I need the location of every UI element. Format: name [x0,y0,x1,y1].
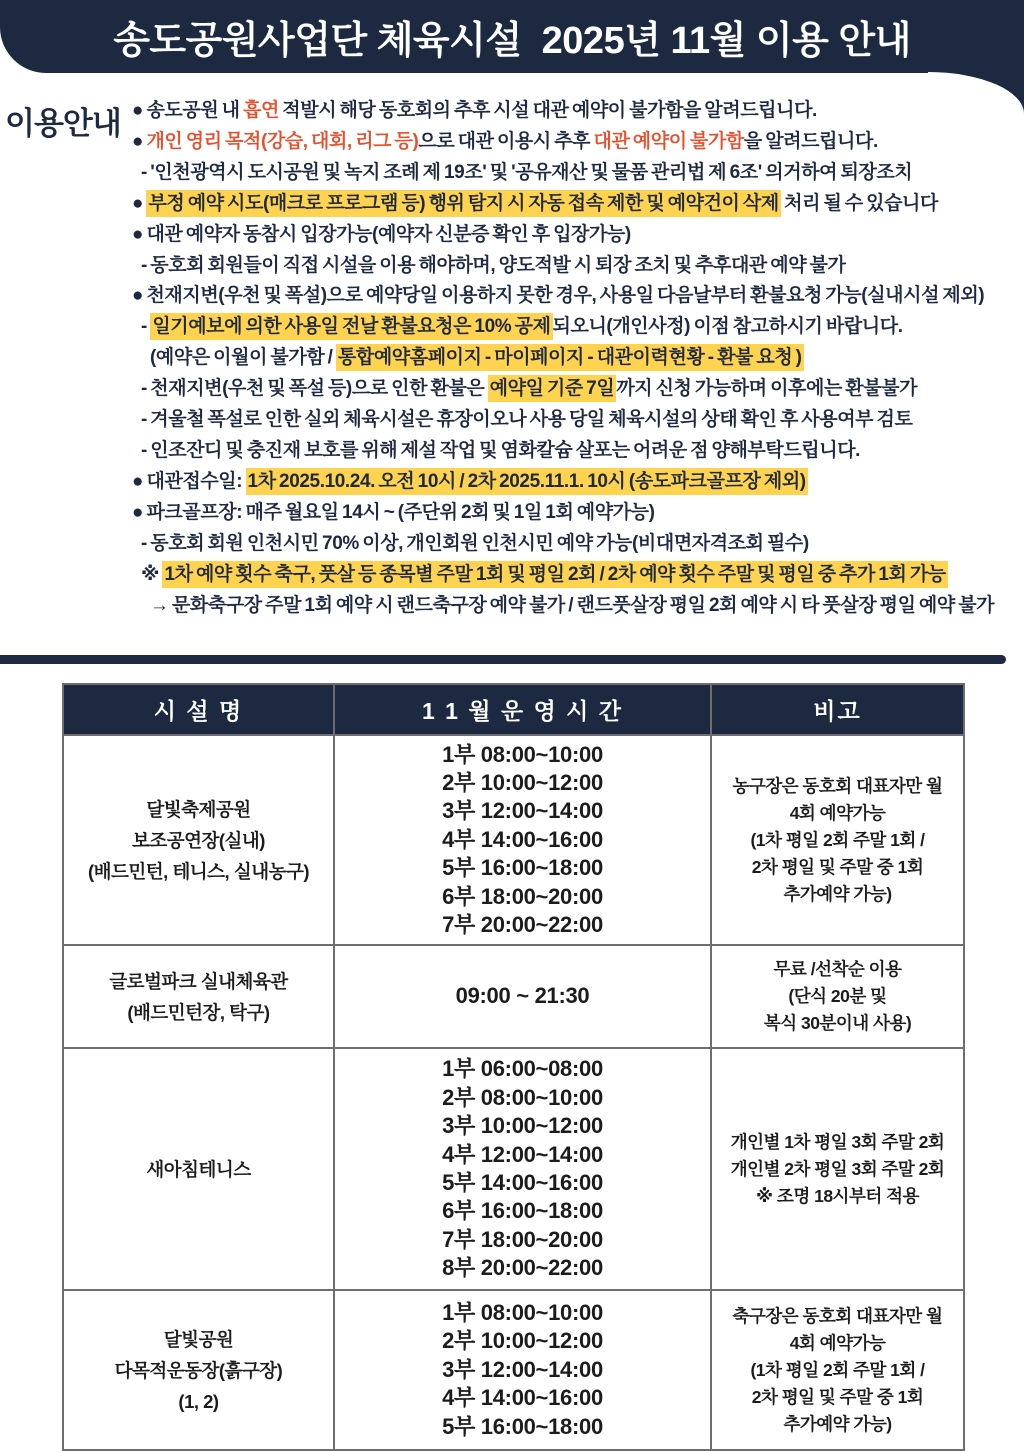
guideline-text: - '인천광역시 도시공원 및 녹지 조례 제 19조' 및 '공유재산 및 물품 관리법 제 6조' 의거하여 퇴장조치 [141,161,913,183]
hours-line: 3부 12:00~14:00 [442,798,603,824]
hours-line: 2부 10:00~12:00 [442,769,603,795]
guideline-line [132,498,1024,529]
facility-cell [63,945,334,1048]
facility-line: 달빛공원 [163,1328,234,1350]
hours-line: 3부 12:00~14:00 [442,1356,603,1382]
table-row [63,945,964,1048]
column-header-hours: 1 1 월 운 영 시 간 [334,684,711,735]
facility-line: (배드민턴, 테니스, 실내농구) [88,860,309,882]
guideline-text: 으로 대관 이용시 추후 [418,130,594,152]
guideline-text: - 동호회 회원 인천시민 70% 이상, 개인회원 인천시민 예약 가능(비대면자격조회 필수) [141,532,809,554]
guideline-text: 처리 될 수 있습니다 [780,192,938,214]
facility-table [62,683,965,1451]
column-header-facility: 시 설 명 [63,684,334,735]
notes-line: 개인별 2차 평일 3회 주말 2회 [730,1158,945,1179]
guideline-line [132,281,1024,312]
guideline-text: ● 대관접수일: [132,470,246,492]
hours-line: 1부 08:00~10:00 [442,1299,603,1325]
guideline-text: (예약은 이월이 불가함 / [150,347,336,369]
guideline-line [132,312,1024,343]
guideline-line [132,591,1024,622]
guideline-text: - 천재지변(우천 및 폭설 등)으로 인한 환불은 [141,378,488,400]
facility-table-header [63,684,964,735]
hours-line: 4부 14:00~16:00 [442,1385,603,1411]
guideline-text: - 동호회 회원들이 직접 시설을 이용 해야하며, 양도적발 시 퇴장 조치 및 추후대관 예약 불가 [141,254,846,276]
guideline-text: ● 송도공원 내 [132,100,243,121]
notes-line: (단식 20분 및 [788,986,887,1006]
guidelines-list [132,96,1024,621]
table-row [63,735,964,945]
guideline-text: - 인조잔디 및 충진재 보호를 위해 제설 작업 및 염화칼슘 살포는 어려운 점 양해부탁드립니다. [141,439,861,461]
guideline-line [132,343,1024,374]
highlighted-text: 예약일 기준 7일 [488,375,617,402]
facility-line: 보조공연장(실내) [132,829,265,851]
section-divider [0,655,1006,664]
highlighted-text: 1차 예약 횟수 축구, 풋살 등 종목별 주말 1회 및 평일 2회 / 2차 예약 횟수 주말 및 평일 중 추가 1회 가능 [162,561,947,588]
guideline-line [132,158,1024,189]
guideline-text: 되오니(개인사정) 이점 참고하시기 바랍니다. [552,316,903,338]
hours-line: 2부 10:00~12:00 [442,1328,603,1354]
hours-line: 1부 06:00~08:00 [442,1056,603,1082]
guideline-text: - [141,316,151,338]
notes-line: ※ 조명 18시부터 적용 [756,1185,919,1206]
notes-line: 4회 예약가능 [789,1332,886,1353]
hours-line: 4부 12:00~14:00 [442,1141,603,1167]
notes-line: 4회 예약가능 [789,802,886,823]
guideline-text: ※ [141,563,163,585]
notes-line: 축구장은 동호회 대표자만 월 [732,1305,943,1326]
hours-cell [334,1048,711,1290]
notes-line: (1차 평일 2회 주말 1회 / [750,1359,925,1380]
table-row [63,1290,964,1450]
facility-line: 새아침테니스 [146,1158,251,1180]
guideline-text: 을 알려드립니다. [743,130,878,152]
hours-cell [334,735,711,945]
emphasis-text: 흡연 [242,100,279,121]
notes-cell [711,1048,964,1290]
emphasis-text: 개인 영리 목적(강습, 대회, 리그 등) [146,130,419,152]
highlighted-text: 통합예약홈페이지 - 마이페이지 - 대관이력현황 - 환불 요청 ) [336,344,804,371]
header-banner [0,0,1024,73]
usage-guide-section [0,96,1024,621]
hours-line: 6부 16:00~18:00 [442,1198,603,1224]
highlighted-text: 부정 예약 시도(매크로 프로그램 등) 행위 탐지 시 자동 접속 제한 및 예약건이 삭제 [146,190,780,217]
hours-line: 3부 10:00~12:00 [442,1113,603,1139]
guideline-text: ● 천재지변(우천 및 폭설)으로 예약당일 이용하지 못한 경우, 사용일 다음날부터 환불요청 가능(실내시설 제외) [132,285,985,307]
notes-line: 2차 평일 및 주말 중 1회 [751,856,924,877]
notes-line: 무료 /선착순 이용 [773,959,902,979]
guideline-line [132,251,1024,282]
guideline-text: 적발시 해당 동호회의 추후 시설 대관 예약이 불가함을 알려드립니다. [278,100,817,121]
hours-line: 5부 14:00~16:00 [442,1170,603,1195]
guideline-line [132,560,1024,591]
table-row [63,1048,964,1290]
page-title: 송도공원사업단 체육시설 2025년 11월 이용 안내 [113,20,911,62]
hours-line: 6부 18:00~20:00 [442,883,603,909]
notes-cell [711,945,964,1048]
facility-cell [63,1048,334,1290]
guideline-line [132,220,1024,251]
guideline-line [132,467,1024,498]
notes-cell [711,1290,964,1450]
notes-line: 2차 평일 및 주말 중 1회 [751,1386,924,1407]
guideline-line [132,374,1024,405]
facility-line: (1, 2) [178,1390,219,1412]
emphasis-text: 대관 예약이 불가함 [593,130,744,152]
highlighted-text: 일기예보에 의한 사용일 전날 환불요청은 10% 공제 [150,313,552,340]
guideline-text: - 겨울철 폭설로 인한 실외 체육시설은 휴장이오나 사용 당일 체육시설의 상태 확인 후 사용여부 검토 [141,409,913,431]
hours-line: 09:00 ~ 21:30 [455,983,590,1009]
section-title: 이용안내 [5,106,121,141]
facility-line: 달빛축제공원 [146,798,251,820]
guideline-text: ● 파크골프장: 매주 월요일 14시 ~ (주단위 2회 및 1일 1회 예약가능) [132,501,655,523]
facility-cell [63,1290,334,1450]
notes-line: (1차 평일 2회 주말 1회 / [750,829,925,850]
notes-line: 추가예약 가능) [783,1413,892,1434]
hours-line: 5부 16:00~18:00 [442,1413,603,1439]
guideline-line [132,96,1024,127]
facility-cell [63,735,334,945]
hours-line: 7부 18:00~20:00 [442,1226,603,1252]
guideline-line [132,405,1024,436]
highlighted-text: 1차 2025.10.24. 오전 10시 / 2차 2025.11.1. 10시 (송도파크골프장 제외) [246,468,808,495]
column-header-notes: 비고 [711,684,964,735]
guideline-line [132,127,1024,158]
guideline-text: ● 대관 예약자 동참시 입장가능(예약자 신분증 확인 후 입장가능) [132,223,631,245]
guideline-line [132,189,1024,220]
hours-line: 4부 14:00~16:00 [442,826,603,852]
hours-line: 1부 08:00~10:00 [442,741,603,767]
notes-line: 개인별 1차 평일 3회 주말 2회 [730,1131,945,1152]
hours-line: 8부 20:00~22:00 [442,1255,603,1281]
facility-line: 다목적운동장(흙구장) [114,1359,283,1381]
guideline-line [132,529,1024,560]
guideline-text: ● [132,130,147,152]
guideline-text: → 문화축구장 주말 1회 예약 시 랜드축구장 예약 불가 / 랜드풋살장 평일 2회 예약 시 타 풋살장 평일 예약 불가 [150,594,995,616]
hours-line: 7부 20:00~22:00 [442,912,603,938]
hours-line: 5부 16:00~18:00 [442,855,603,881]
hours-cell [334,1290,711,1450]
guideline-line [132,436,1024,467]
hours-line: 2부 08:00~10:00 [442,1084,603,1110]
facility-line: 글로벌파크 실내체육관 [109,970,288,992]
hours-cell [334,945,711,1048]
facility-table-body [63,735,964,1450]
notes-line: 추가예약 가능) [783,883,892,904]
guideline-text: ● [132,192,147,214]
guideline-text: 까지 신청 가능하며 이후에는 환불불가 [616,378,918,400]
notes-line: 복식 30분이내 사용) [763,1013,912,1033]
notes-cell [711,735,964,945]
facility-line: (배드민턴장, 탁구) [127,1001,270,1023]
notes-line: 농구장은 동호회 대표자만 월 [732,775,943,796]
